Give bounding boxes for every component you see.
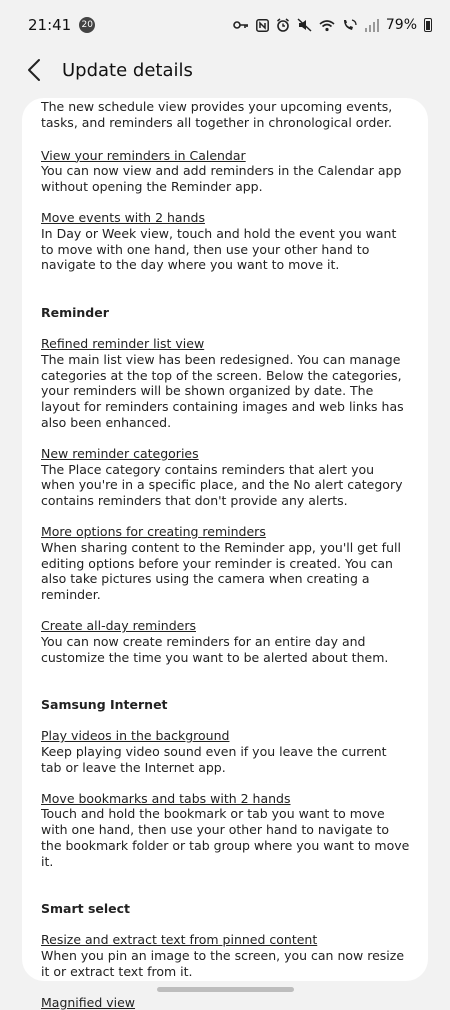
- list-item: [41, 148, 410, 195]
- list-item: [41, 524, 410, 603]
- status-left: [28, 16, 95, 34]
- wifi-calling-icon: [342, 18, 358, 32]
- wifi-icon: [319, 19, 335, 32]
- status-bar: [0, 0, 450, 50]
- back-button[interactable]: [12, 50, 56, 90]
- battery-icon: [424, 18, 432, 32]
- feature-title: Play videos in the background: [41, 728, 230, 744]
- feature-description: In Day or Week view, touch and hold the event you want to move with one hand, then use your other hand to navigate to the day where you want to move it.: [41, 225, 397, 273]
- list-item: [41, 791, 410, 870]
- feature-title: New reminder categories: [41, 445, 199, 461]
- list-item: [41, 210, 410, 273]
- feature-description: You can now view and add reminders in the Calendar app without opening the Reminder app.: [41, 163, 402, 195]
- feature-title: Create all-day reminders: [41, 617, 196, 633]
- feature-description: You can now create reminders for an entire day and customize the time you want to be alerted about them.: [41, 633, 389, 665]
- feature-title: Refined reminder list view: [41, 335, 205, 351]
- feature-description: When you pin an image to the screen, you can now resize it or extract text from it.: [41, 948, 405, 979]
- app-bar: [0, 50, 450, 90]
- feature-description: When sharing content to the Reminder app, you'll get full editing options before your reminder is created. You can also take pictures using the camera when creating a reminder.: [41, 539, 401, 603]
- key-icon: [233, 19, 249, 31]
- notification-count-badge: 20: [79, 17, 95, 33]
- feature-title: More options for creating reminders: [41, 523, 266, 539]
- page-title: Update details: [62, 59, 193, 81]
- list-item: [41, 728, 410, 775]
- home-indicator[interactable]: [157, 987, 294, 992]
- section-title-reminder: Reminder: [41, 305, 109, 321]
- status-time: 21:41: [28, 16, 72, 34]
- feature-title: Magnified view: [41, 994, 136, 1010]
- feature-title: Move bookmarks and tabs with 2 hands: [41, 790, 291, 806]
- alarm-icon: [276, 18, 290, 32]
- list-item: [41, 932, 410, 979]
- signal-icon: [365, 19, 379, 32]
- list-item: [41, 336, 410, 431]
- feature-description: Keep playing video sound even if you leave the current tab or leave the Internet app.: [41, 743, 387, 775]
- feature-description: The main list view has been redesigned. You can manage categories at the top of the screen. Below the categories, your reminders will be shown organized by date. The layout for reminders containing images and web links has also been enhanced.: [41, 351, 404, 430]
- update-details-content: [22, 99, 428, 1010]
- back-arrow-icon: [27, 58, 41, 82]
- feature-title: Move events with 2 hands: [41, 209, 205, 225]
- feature-description: Touch and hold the bookmark or tab you want to move with one hand, then use your other hand to navigate to the bookmark folder or tab group where you want to move it.: [41, 806, 410, 869]
- list-item: [41, 446, 410, 509]
- mute-icon: [297, 18, 312, 32]
- list-item: [41, 618, 410, 665]
- list-item: [41, 995, 410, 1010]
- intro-paragraph: The new schedule view provides your upcoming events, tasks, and reminders all together in chronological order.: [41, 99, 393, 130]
- feature-title: View your reminders in Calendar: [41, 147, 246, 163]
- section-title-smart-select: Smart select: [41, 901, 131, 917]
- battery-percent: 79%: [385, 17, 417, 33]
- update-details-card[interactable]: [22, 98, 428, 1010]
- section-title-samsung-internet: Samsung Internet: [41, 697, 168, 713]
- feature-description: The Place category contains reminders that alert you when you're in a specific place, and the No alert category contains reminders that don't provide any alerts.: [41, 461, 403, 509]
- feature-title: Resize and extract text from pinned content: [41, 932, 318, 948]
- status-icons: [233, 17, 432, 33]
- nfc-icon: [256, 19, 269, 32]
